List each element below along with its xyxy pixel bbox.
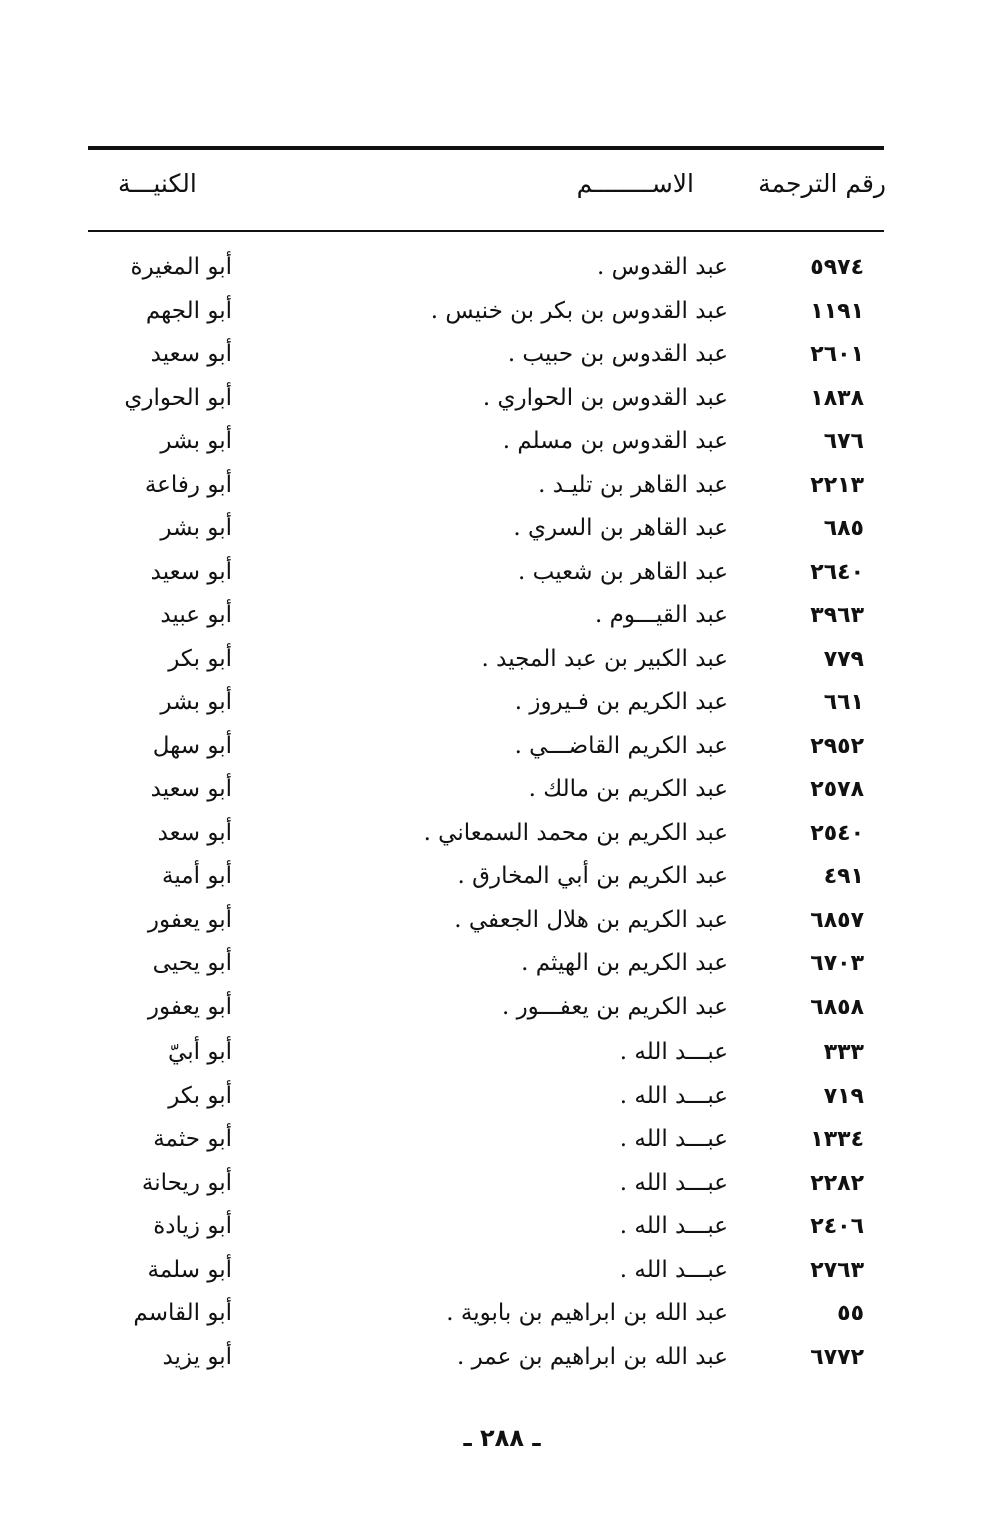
entry-kunya: أبو يزيد (162, 1343, 232, 1370)
entry-name: عبد الله بن ابراهيم بن بابوية . (446, 1300, 728, 1326)
entry-kunya: أبو القاسم (133, 1300, 232, 1326)
column-header-number: رقم الترجمة (758, 169, 886, 198)
entry-number: ٢٩٥٢ (810, 733, 864, 759)
entry-kunya: أبو سعيد (150, 341, 232, 367)
table-row (0, 725, 1004, 769)
entry-name: عبد القاهر بن السري . (513, 515, 728, 541)
entry-kunya: أبو زيادة (153, 1213, 232, 1239)
entry-kunya: أبو المغيرة (130, 254, 232, 280)
entry-kunya: أبو يعفور (147, 993, 232, 1020)
entry-name: عبد الكريم بن هلال الجعفي . (454, 906, 728, 933)
entry-number: ٦٧٦ (823, 429, 864, 454)
table-row (0, 1205, 1004, 1249)
entry-number: ٧١٩ (823, 1083, 864, 1109)
entry-name: عبد الكريم بن مالك . (528, 776, 728, 802)
table-row (0, 1162, 1004, 1206)
entry-name: عبد الكبير بن عبد المجيد . (481, 645, 728, 672)
entry-number: ٦٨٥٧ (810, 907, 864, 933)
table-row (0, 812, 1004, 856)
table-row (0, 507, 1004, 551)
table-row (0, 1118, 1004, 1162)
entry-kunya: أبو عبيد (160, 602, 232, 628)
entry-name: عبد الكريم بن أبي المخارق . (457, 863, 728, 889)
entry-name: عبد الكريم بن محمد السمعاني . (423, 819, 728, 846)
entry-name: عبد القدوس . (597, 254, 728, 280)
entry-name: عبد القدوس بن الحواري . (482, 384, 728, 411)
entry-number: ٢٧٦٣ (810, 1257, 864, 1283)
entries-table (0, 246, 1004, 1379)
entry-name: عبد القاهر بن تليـد . (538, 471, 728, 498)
table-row (0, 986, 1004, 1030)
table-row (0, 638, 1004, 682)
entry-number: ٧٧٩ (823, 646, 864, 672)
table-row (0, 377, 1004, 421)
entry-name: عبد الكريم القاضـــي . (514, 732, 728, 759)
entry-name: عبد الكريم بن يعفـــور . (501, 993, 728, 1020)
entry-name: عبد القدوس بن بكر بن خنيس . (430, 297, 728, 324)
table-row (0, 942, 1004, 986)
entry-kunya: أبو بشر (160, 689, 232, 715)
table-row (0, 1292, 1004, 1336)
entry-name: عبـــد الله . (619, 1082, 728, 1109)
table-row (0, 333, 1004, 377)
entry-kunya: أبو بكر (168, 645, 232, 672)
entry-number: ٢٢١٣ (810, 472, 864, 498)
entry-name: عبد الكريم بن الهيثم . (521, 950, 728, 976)
entry-kunya: أبو بشر (160, 515, 232, 541)
column-header-name: الاســــــــم (576, 169, 694, 198)
entry-number: ٦٧٧٢ (810, 1344, 864, 1370)
entry-number: ٥٥ (837, 1301, 864, 1326)
entry-name: عبد القدوس بن مسلم . (502, 428, 728, 454)
entry-kunya: أبو ريحانة (141, 1169, 232, 1196)
entry-number: ٢٥٤٠ (810, 820, 864, 846)
table-row (0, 1249, 1004, 1293)
entry-name: عبد القيـــوم . (595, 602, 728, 628)
entry-number: ١٣٣٤ (810, 1127, 864, 1152)
entry-number: ١٨٣٨ (810, 385, 864, 411)
entry-name: عبـــد الله . (619, 1256, 728, 1283)
table-row (0, 464, 1004, 508)
entry-number: ٢٥٧٨ (810, 777, 864, 802)
entry-number: ١١٩١ (810, 298, 864, 324)
entry-number: ٢٢٨٢ (810, 1170, 864, 1196)
table-row (0, 290, 1004, 334)
entry-name: عبـــد الله . (619, 1039, 728, 1065)
page-number: ـ ٢٨٨ ـ (463, 1424, 541, 1452)
entry-kunya: أبو سعيد (150, 558, 232, 585)
entry-kunya: أبو أمية (162, 863, 232, 889)
table-row (0, 551, 1004, 595)
table-row (0, 681, 1004, 725)
table-row (0, 420, 1004, 464)
entry-kunya: أبو يعفور (147, 906, 232, 933)
entry-kunya: أبو سعد (157, 819, 232, 846)
entry-kunya: أبو رفاعة (144, 471, 232, 498)
table-row (0, 1031, 1004, 1075)
table-row (0, 899, 1004, 943)
entry-number: ٢٤٠٦ (810, 1214, 864, 1239)
table-row (0, 1336, 1004, 1380)
entry-number: ٤٩١ (823, 864, 864, 889)
entry-number: ٦٨٥٨ (810, 994, 864, 1020)
entry-name: عبد القدوس بن حبيب . (507, 341, 728, 367)
entry-number: ٣٣٣ (823, 1040, 864, 1065)
entry-kunya: أبو بكر (168, 1082, 232, 1109)
entry-number: ٥٩٧٤ (810, 255, 864, 280)
entry-number: ٣٩٦٣ (810, 603, 864, 628)
table-row (0, 768, 1004, 812)
entry-kunya: أبو أبيّ (168, 1039, 232, 1065)
entry-number: ٦٨٥ (823, 516, 864, 541)
entry-kunya: أبو يحيى (152, 950, 232, 976)
entry-kunya: أبو الحواري (124, 384, 232, 411)
column-header-kunya: الكنيـــة (118, 169, 197, 198)
entry-number: ٦٦١ (823, 690, 864, 715)
header-bottom-rule (88, 230, 884, 232)
entry-name: عبد الكريم بن فـيروز . (514, 689, 728, 715)
table-row (0, 855, 1004, 899)
entry-number: ٢٦٤٠ (810, 559, 864, 585)
entry-kunya: أبو سهل (152, 732, 232, 759)
entry-name: عبـــد الله . (619, 1169, 728, 1196)
entry-number: ٦٧٠٣ (810, 951, 864, 976)
entry-kunya: أبو بشر (160, 428, 232, 454)
entry-kunya: أبو حثمة (153, 1126, 232, 1152)
entry-name: عبد الله بن ابراهيم بن عمر . (456, 1343, 728, 1370)
table-row (0, 246, 1004, 290)
entry-kunya: أبو سعيد (150, 776, 232, 802)
table-row (0, 594, 1004, 638)
header-top-rule (88, 146, 884, 150)
entry-name: عبد القاهر بن شعيب . (518, 558, 728, 585)
table-row (0, 1075, 1004, 1119)
entry-number: ٢٦٠١ (810, 342, 864, 367)
entry-kunya: أبو الجهم (145, 297, 232, 324)
entry-name: عبـــد الله . (619, 1126, 728, 1152)
entry-kunya: أبو سلمة (147, 1256, 232, 1283)
entry-name: عبـــد الله . (619, 1213, 728, 1239)
